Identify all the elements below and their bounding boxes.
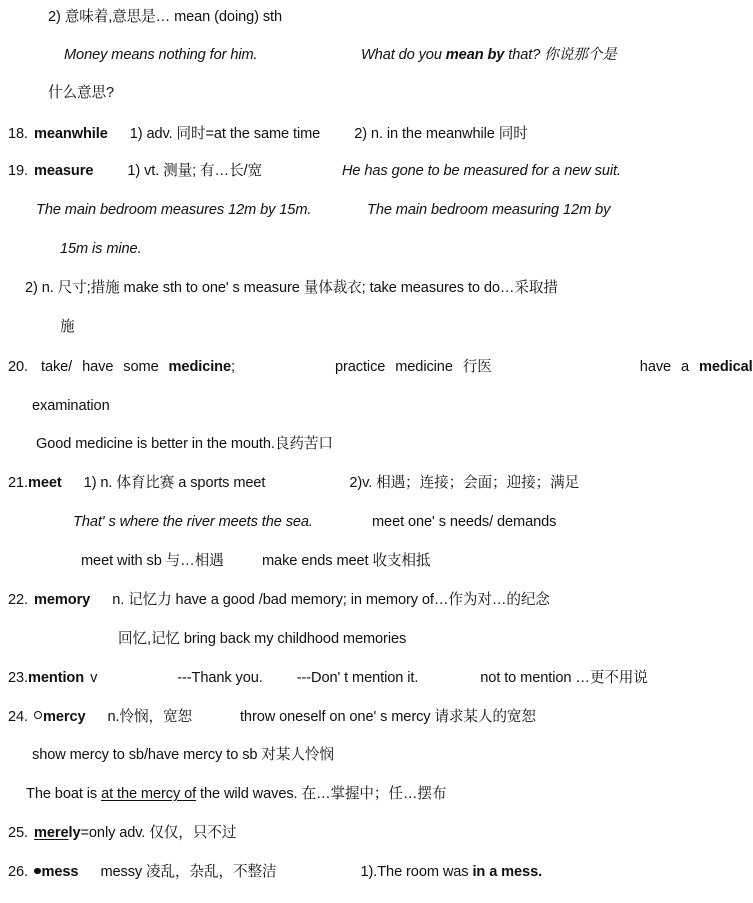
definition-2: 2)v. 相遇；连接；会面；迎接；满足 — [349, 475, 580, 491]
definition-1: 1) adv. 同时=at the same time — [129, 126, 321, 142]
entry-18-meanwhile — [8, 127, 528, 142]
line-text: 2) n. 尺寸;措施 make sth to one' s measure 量体裁衣; take measures to do…采取措 — [25, 280, 558, 296]
headword-measure: measure — [34, 163, 94, 179]
example-what-do-you-mean-by — [361, 48, 617, 63]
text-line-measure-sense-2 — [25, 281, 558, 296]
example-boat-at-the-mercy-of — [26, 787, 446, 802]
phrase-in-a-mess: in a mess. — [472, 864, 543, 880]
example-text: That' s where the river meets the sea. — [73, 514, 313, 530]
phrase-take-have-some: take/ have some — [41, 359, 169, 375]
definition-2: 2) n. in the meanwhile 同时 — [354, 126, 528, 142]
example-text-part1: The boat is — [26, 786, 102, 802]
entry-24-mercy — [8, 710, 536, 725]
example-good-medicine-proverb — [36, 437, 333, 452]
phrase-not-to-mention: not to mention …更不用说 — [480, 670, 648, 686]
entry-number: 18. — [8, 126, 28, 142]
phrase-at-the-mercy-of: at the mercy of — [101, 786, 197, 802]
example-text: Money means nothing for him. — [64, 47, 258, 63]
phrase-make-ends-meet — [262, 554, 430, 569]
entry-22-memory — [8, 593, 550, 608]
entry-number: 20. — [8, 359, 28, 375]
definition-1: n. 记忆力 have a good /bad memory; in memory of…作为对…的纪念 — [112, 592, 550, 608]
phrase-meet-ones-needs — [372, 515, 556, 530]
example-text: The main bedroom measuring 12m by — [367, 202, 611, 218]
phrase-have-a: have a — [639, 359, 699, 375]
phrase-mean-by: mean by — [445, 47, 505, 63]
phrase-throw-oneself-on-mercy: throw oneself on one' s mercy 请求某人的宽恕 — [239, 709, 536, 725]
phrase-text: meet with sb 与…相遇 — [81, 553, 224, 569]
entry-23-mention — [8, 671, 648, 686]
headword-medical: medical — [698, 359, 753, 375]
line-text: show mercy to sb/have mercy to sb 对某人怜悯 — [32, 747, 334, 763]
headword-merely-suffix: ly — [68, 825, 81, 841]
entry-19-measure — [8, 164, 621, 179]
line-text: Good medicine is better in the mouth.良药苦口 — [36, 436, 333, 452]
entry-number: 26. — [8, 864, 28, 880]
dialogue-thank-you: ---Thank you. — [177, 670, 263, 686]
headword-mercy: mercy — [43, 709, 86, 725]
headword-mention: mention — [28, 670, 85, 686]
entry-number: 25. — [8, 825, 28, 841]
example-room-was: 1).The room was — [360, 864, 473, 880]
entry-number: 23. — [8, 670, 28, 686]
example-bedroom-continuation — [60, 242, 142, 257]
entry-21-meet — [8, 476, 579, 491]
entry-number: 21. — [8, 475, 28, 491]
text-line-examination — [32, 399, 110, 414]
example-bedroom-measures — [36, 203, 311, 218]
entry-number: 24. — [8, 709, 28, 725]
headword-medicine: medicine — [168, 359, 232, 375]
example-text-part2: that? 你说那个是 — [504, 47, 617, 63]
definition-1: 1) n. 体育比赛 a sports meet — [83, 475, 266, 491]
definition-1: messy 凌乱，杂乱，不整洁 — [100, 864, 277, 880]
phrase-meet-with-sb — [81, 554, 224, 569]
definition-1: =only adv. 仅仅，只不过 — [80, 825, 237, 841]
example-text: 15m is mine. — [60, 241, 142, 257]
example-river-meets-sea — [73, 515, 313, 530]
headword-meet: meet — [28, 475, 62, 491]
line-text: 2) 意味着,意思是… mean (doing) sth — [48, 9, 283, 25]
headword-merely-stem: mere — [34, 825, 69, 841]
example-money-means-nothing — [64, 48, 258, 63]
text-line-memory-recollection — [118, 632, 406, 647]
headword-meanwhile: meanwhile — [34, 126, 108, 142]
part-of-speech: v — [90, 670, 98, 686]
phrase-show-mercy-to-sb — [32, 748, 334, 763]
text-line-chinese-meaning-question — [48, 86, 114, 101]
entry-20-medicine — [8, 360, 753, 375]
semicolon: ; — [231, 359, 235, 375]
dialogue-dont-mention-it: ---Don' t mention it. — [296, 670, 419, 686]
entry-25-merely — [8, 826, 236, 841]
small-circle-bullet-icon — [34, 711, 42, 719]
phrase-text: meet one' s needs/ demands — [372, 514, 557, 530]
filled-circle-bullet-icon — [34, 868, 41, 875]
entry-number: 22. — [8, 592, 28, 608]
definition-1: 1) vt. 测量; 有…长/宽 — [127, 163, 262, 179]
example-text: The main bedroom measures 12m by 15m. — [36, 202, 312, 218]
line-text: 施 — [60, 319, 75, 335]
definition-1: n.怜悯，宽恕 — [107, 709, 192, 725]
example-measured-for-suit: He has gone to be measured for a new suit. — [341, 163, 621, 179]
line-text: 什么意思? — [48, 85, 114, 101]
text-line-mean-sense-2 — [48, 10, 282, 25]
headword-mess: mess — [41, 864, 79, 880]
example-text-part1: What do you — [361, 47, 446, 63]
phrase-practice-medicine: practice medicine 行医 — [334, 359, 492, 375]
headword-memory: memory — [34, 592, 91, 608]
entry-number: 19. — [8, 163, 28, 179]
text-line-measure-continuation — [60, 320, 75, 335]
entry-26-mess — [8, 865, 542, 880]
line-text: 回忆,记忆 bring back my childhood memories — [118, 631, 407, 647]
example-text-part2: the wild waves. 在…掌握中；任…摆布 — [196, 786, 447, 802]
example-bedroom-measuring — [367, 203, 610, 218]
phrase-text: make ends meet 收支相抵 — [262, 553, 431, 569]
line-text: examination — [32, 398, 110, 414]
